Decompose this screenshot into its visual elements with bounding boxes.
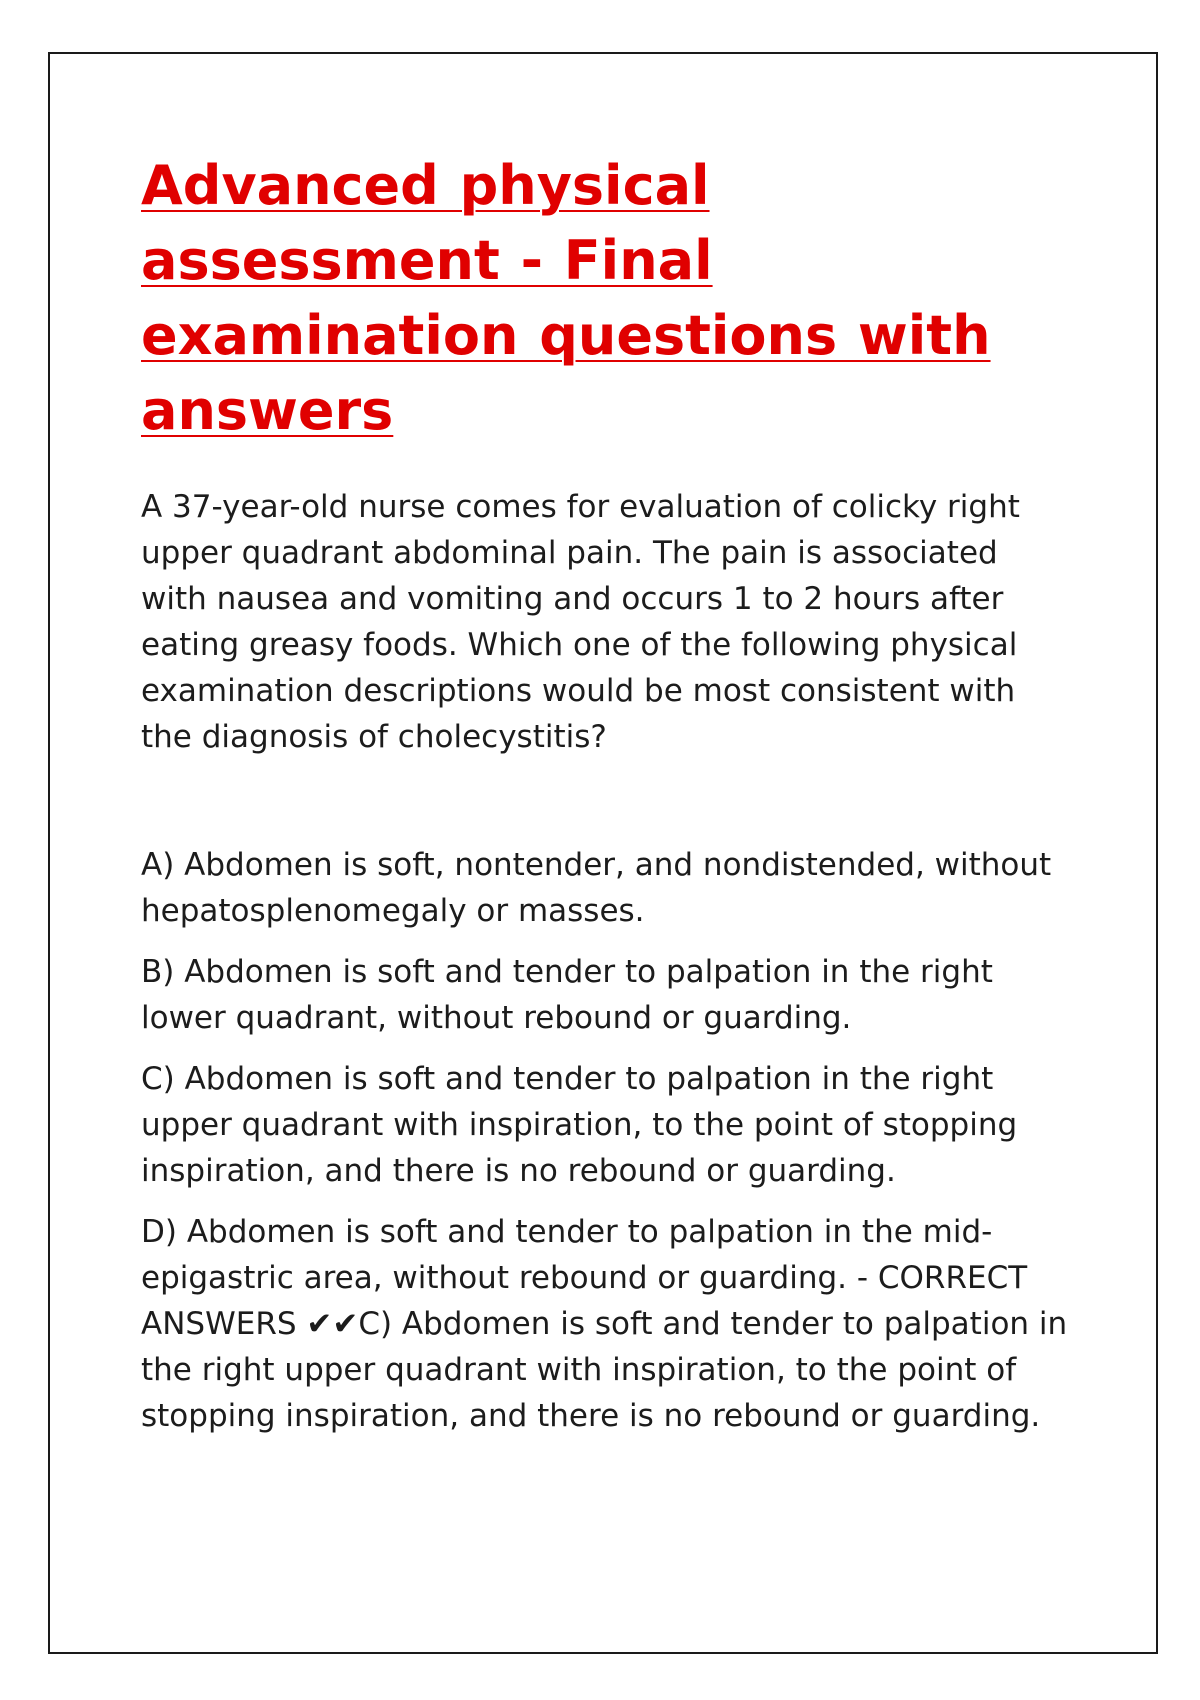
question-text: A 37-year-old nurse comes for evaluation of colicky right upper quadrant abdominal pain. The pain is associated with nausea and vomiting and occurs 1 to 2 hours after eating greasy foods. Which one of the following physical examination descriptions would be most consistent with the diagnosis of cholecystitis? bbox=[141, 489, 1020, 755]
document-title: Advanced physical assessment - Final examination questions with answers bbox=[141, 154, 991, 442]
option-a: A) Abdomen is soft, nontender, and nondistended, without hepatosplenomegaly or masses. bbox=[141, 847, 1052, 929]
answer-options bbox=[141, 842, 1071, 1454]
option-b: B) Abdomen is soft and tender to palpation in the right lower quadrant, without rebound or guarding. bbox=[141, 954, 993, 1036]
option-d-with-answer: D) Abdomen is soft and tender to palpation in the mid-epigastric area, without rebound or guarding. - CORRECT ANSWERS ✔✔C) Abdomen is soft and tender to palpation in the right upper quadrant with inspiration, to the point of stopping inspiration, and there is no rebound or guarding. bbox=[141, 1214, 1068, 1434]
option-c: C) Abdomen is soft and tender to palpation in the right upper quadrant with inspiration, to the point of stopping inspiration, and there is no rebound or guarding. bbox=[141, 1061, 1018, 1189]
